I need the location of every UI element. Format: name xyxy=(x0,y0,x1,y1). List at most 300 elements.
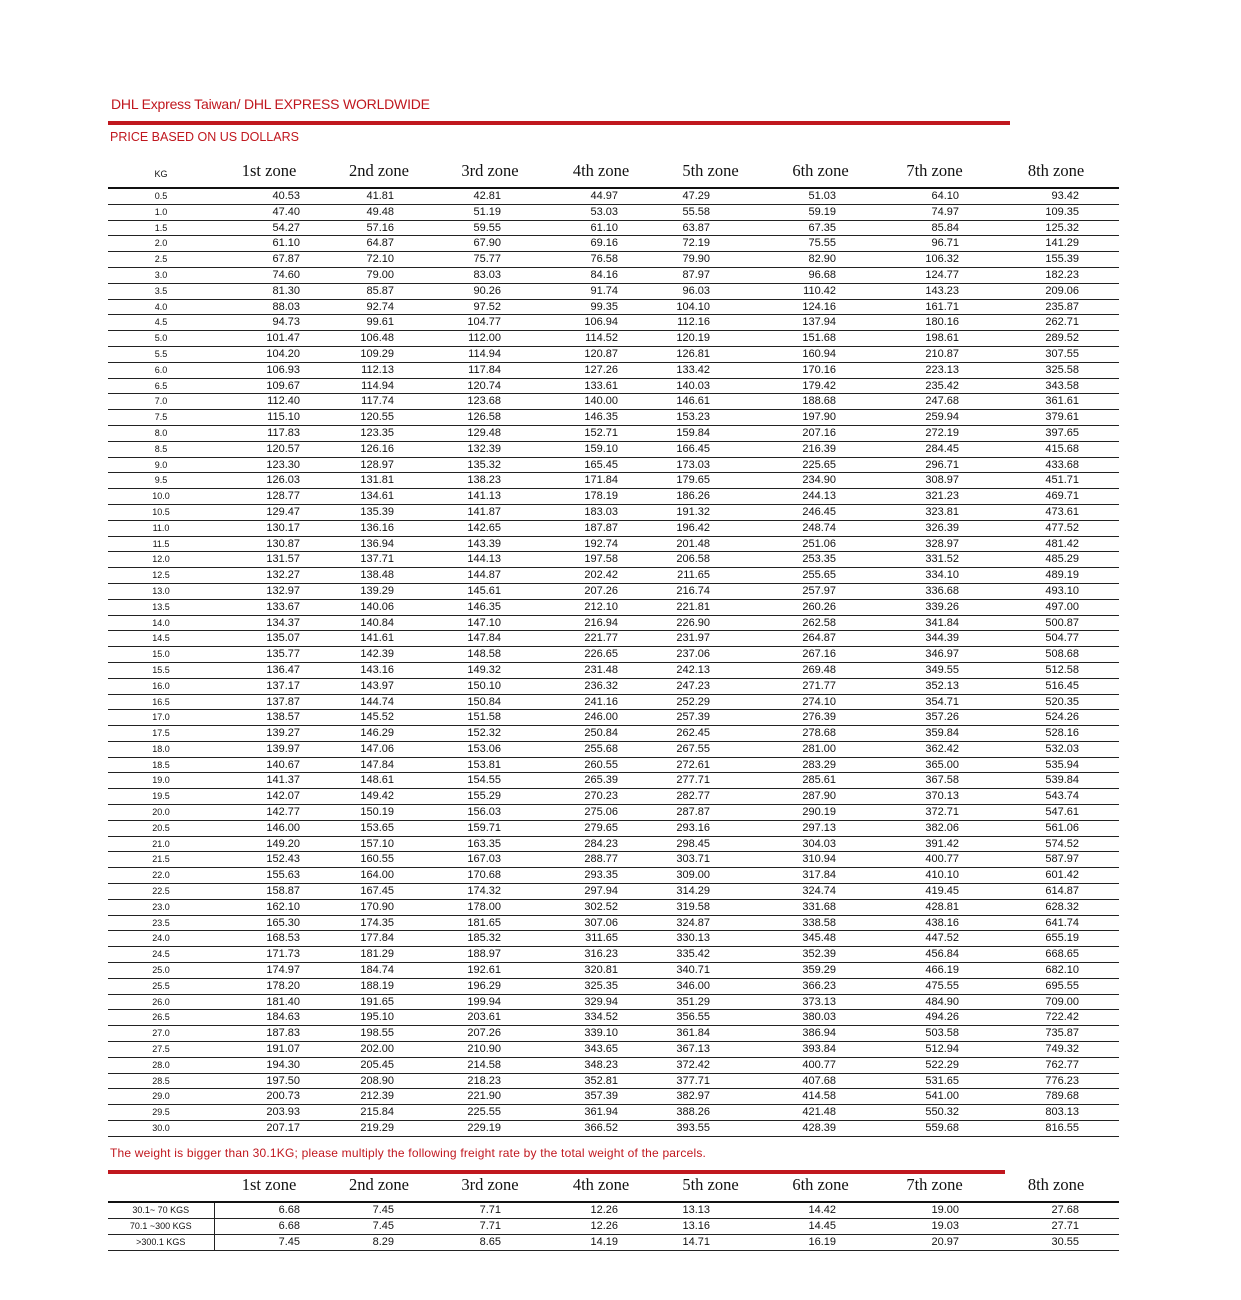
rate-cell: 153.06 xyxy=(434,741,546,757)
rate-cell: 144.13 xyxy=(434,552,546,568)
rate-cell: 104.20 xyxy=(214,346,324,362)
rate-cell: 334.10 xyxy=(876,568,993,584)
rate-cell: 346.00 xyxy=(656,978,765,994)
rate-cell: 207.26 xyxy=(434,1026,546,1042)
rate-cell: 79.00 xyxy=(324,267,434,283)
rate-cell: 206.58 xyxy=(656,552,765,568)
weight-cell: 26.5 xyxy=(108,1010,214,1026)
rate-cell: 146.00 xyxy=(214,820,324,836)
rate-cell: 319.58 xyxy=(656,899,765,915)
rate-cell: 433.68 xyxy=(993,457,1119,473)
rate-cell: 237.06 xyxy=(656,647,765,663)
rate-cell: 152.71 xyxy=(546,425,656,441)
rate-cell: 331.52 xyxy=(876,552,993,568)
rate-cell: 550.32 xyxy=(876,1105,993,1121)
rate-cell: 196.29 xyxy=(434,978,546,994)
rate-cell: 528.16 xyxy=(993,726,1119,742)
rate-cell: 49.48 xyxy=(324,204,434,220)
rate-cell: 149.32 xyxy=(434,662,546,678)
table-row xyxy=(108,615,1119,631)
rate-cell: 94.73 xyxy=(214,315,324,331)
rate-cell: 153.23 xyxy=(656,410,765,426)
rate-cell: 366.52 xyxy=(546,1121,656,1137)
weight-cell: 9.5 xyxy=(108,473,214,489)
table-row xyxy=(108,568,1119,584)
rate-cell: 133.67 xyxy=(214,599,324,615)
overweight-table-body xyxy=(108,1202,1119,1251)
rate-cell: 54.27 xyxy=(214,220,324,236)
rate-cell: 559.68 xyxy=(876,1121,993,1137)
rate-cell: 377.71 xyxy=(656,1073,765,1089)
weight-cell: 16.5 xyxy=(108,694,214,710)
rate-cell: 109.67 xyxy=(214,378,324,394)
rate-cell: 182.23 xyxy=(993,267,1119,283)
rate-cell: 106.93 xyxy=(214,362,324,378)
rate-cell: 126.81 xyxy=(656,346,765,362)
rate-cell: 497.00 xyxy=(993,599,1119,615)
overweight-table-header xyxy=(108,1175,1119,1202)
rate-cell: 267.16 xyxy=(765,647,876,663)
rate-cell: 64.10 xyxy=(876,188,993,204)
weight-cell: 26.0 xyxy=(108,994,214,1010)
rate-cell: 191.07 xyxy=(214,1042,324,1058)
rate-cell: 152.43 xyxy=(214,852,324,868)
rate-cell: 391.42 xyxy=(876,836,993,852)
rate-cell: 512.58 xyxy=(993,662,1119,678)
table-row xyxy=(108,410,1119,426)
rate-cell: 203.93 xyxy=(214,1105,324,1121)
rate-cell: 207.26 xyxy=(546,583,656,599)
rate-cell: 168.53 xyxy=(214,931,324,947)
table-row xyxy=(108,726,1119,742)
rate-cell: 231.97 xyxy=(656,631,765,647)
rate-cell: 177.84 xyxy=(324,931,434,947)
rate-cell: 174.97 xyxy=(214,963,324,979)
table-row xyxy=(108,820,1119,836)
rate-cell: 212.10 xyxy=(546,599,656,615)
rate-cell: 400.77 xyxy=(765,1057,876,1073)
rate-cell: 198.55 xyxy=(324,1026,434,1042)
weight-cell: 23.0 xyxy=(108,899,214,915)
rate-cell: 283.29 xyxy=(765,757,876,773)
weight-cell: 4.5 xyxy=(108,315,214,331)
rate-cell: 154.55 xyxy=(434,773,546,789)
weight-cell: 8.5 xyxy=(108,441,214,457)
weight-cell: 27.5 xyxy=(108,1042,214,1058)
rate-cell: 79.90 xyxy=(656,252,765,268)
rate-cell: 131.57 xyxy=(214,552,324,568)
rate-cell: 155.63 xyxy=(214,868,324,884)
weight-cell: 22.0 xyxy=(108,868,214,884)
rate-cell: 170.16 xyxy=(765,362,876,378)
rate-cell: 125.32 xyxy=(993,220,1119,236)
rate-cell: 135.32 xyxy=(434,457,546,473)
weight-cell: 8.0 xyxy=(108,425,214,441)
rate-cell: 88.03 xyxy=(214,299,324,315)
rate-cell: 7.45 xyxy=(324,1219,434,1235)
rate-cell: 338.58 xyxy=(765,915,876,931)
rate-cell: 695.55 xyxy=(993,978,1119,994)
rate-cell: 344.39 xyxy=(876,631,993,647)
rate-cell: 106.48 xyxy=(324,331,434,347)
rate-cell: 235.87 xyxy=(993,299,1119,315)
rate-cell: 229.19 xyxy=(434,1121,546,1137)
rate-cell: 13.16 xyxy=(656,1219,765,1235)
rate-cell: 147.06 xyxy=(324,741,434,757)
rate-cell: 504.77 xyxy=(993,631,1119,647)
rate-cell: 126.03 xyxy=(214,473,324,489)
rate-cell: 335.42 xyxy=(656,947,765,963)
rate-cell: 7.71 xyxy=(434,1219,546,1235)
zone-header-8: 8th zone xyxy=(993,1175,1119,1202)
rate-cell: 216.39 xyxy=(765,441,876,457)
document-title: DHL Express Taiwan/ DHL EXPRESS WORLDWIDE xyxy=(111,96,430,112)
rate-cell: 271.77 xyxy=(765,678,876,694)
rate-cell: 90.26 xyxy=(434,283,546,299)
rate-cell: 96.03 xyxy=(656,283,765,299)
rate-cell: 99.61 xyxy=(324,315,434,331)
rate-cell: 138.23 xyxy=(434,473,546,489)
rate-table-body xyxy=(108,188,1119,1136)
rate-cell: 61.10 xyxy=(546,220,656,236)
rate-cell: 329.94 xyxy=(546,994,656,1010)
rate-cell: 188.68 xyxy=(765,394,876,410)
rate-cell: 137.94 xyxy=(765,315,876,331)
table-row xyxy=(108,1202,1119,1219)
rate-cell: 195.10 xyxy=(324,1010,434,1026)
rate-cell: 153.81 xyxy=(434,757,546,773)
weight-cell: 10.0 xyxy=(108,489,214,505)
rate-cell: 380.03 xyxy=(765,1010,876,1026)
rate-cell: 264.87 xyxy=(765,631,876,647)
rate-cell: 260.26 xyxy=(765,599,876,615)
rate-cell: 628.32 xyxy=(993,899,1119,915)
rate-cell: 59.19 xyxy=(765,204,876,220)
title-rule xyxy=(108,121,1010,125)
rate-cell: 339.10 xyxy=(546,1026,656,1042)
rate-cell: 356.55 xyxy=(656,1010,765,1026)
rate-cell: 310.94 xyxy=(765,852,876,868)
rate-cell: 141.13 xyxy=(434,489,546,505)
rate-cell: 277.71 xyxy=(656,773,765,789)
rate-cell: 75.55 xyxy=(765,236,876,252)
zone-header-4: 4th zone xyxy=(546,150,656,188)
rate-cell: 153.65 xyxy=(324,820,434,836)
weight-cell: 9.0 xyxy=(108,457,214,473)
rate-cell: 348.23 xyxy=(546,1057,656,1073)
rate-cell: 359.29 xyxy=(765,963,876,979)
weight-cell: 14.0 xyxy=(108,615,214,631)
rate-cell: 75.77 xyxy=(434,252,546,268)
table-row xyxy=(108,1057,1119,1073)
table-row xyxy=(108,457,1119,473)
weight-cell: 2.5 xyxy=(108,252,214,268)
table-row xyxy=(108,331,1119,347)
rate-cell: 212.39 xyxy=(324,1089,434,1105)
rate-cell: 349.55 xyxy=(876,662,993,678)
rate-cell: 181.40 xyxy=(214,994,324,1010)
weight-cell: 13.5 xyxy=(108,599,214,615)
rate-cell: 146.35 xyxy=(434,599,546,615)
table-row xyxy=(108,236,1119,252)
rate-cell: 199.94 xyxy=(434,994,546,1010)
rate-cell: 524.26 xyxy=(993,710,1119,726)
rate-cell: 85.87 xyxy=(324,283,434,299)
rate-cell: 120.55 xyxy=(324,410,434,426)
table-row xyxy=(108,1042,1119,1058)
rate-cell: 187.87 xyxy=(546,520,656,536)
zone-header-4: 4th zone xyxy=(546,1175,656,1202)
rate-cell: 532.03 xyxy=(993,741,1119,757)
rate-cell: 41.81 xyxy=(324,188,434,204)
rate-cell: 59.55 xyxy=(434,220,546,236)
rate-cell: 321.23 xyxy=(876,489,993,505)
rate-cell: 414.58 xyxy=(765,1089,876,1105)
rate-cell: 137.71 xyxy=(324,552,434,568)
rate-cell: 323.81 xyxy=(876,504,993,520)
rate-cell: 297.13 xyxy=(765,820,876,836)
rate-cell: 393.55 xyxy=(656,1121,765,1137)
rate-cell: 142.07 xyxy=(214,789,324,805)
rate-cell: 438.16 xyxy=(876,915,993,931)
rate-cell: 147.84 xyxy=(324,757,434,773)
rate-cell: 561.06 xyxy=(993,820,1119,836)
rate-cell: 325.58 xyxy=(993,362,1119,378)
rate-cell: 354.71 xyxy=(876,694,993,710)
rate-cell: 543.74 xyxy=(993,789,1119,805)
weight-cell: 29.0 xyxy=(108,1089,214,1105)
rate-cell: 174.35 xyxy=(324,915,434,931)
rate-cell: 203.61 xyxy=(434,1010,546,1026)
rate-cell: 149.42 xyxy=(324,789,434,805)
rate-cell: 225.55 xyxy=(434,1105,546,1121)
rate-cell: 7.45 xyxy=(214,1235,324,1251)
table-row xyxy=(108,678,1119,694)
rate-cell: 259.94 xyxy=(876,410,993,426)
rate-cell: 197.50 xyxy=(214,1073,324,1089)
rate-cell: 184.63 xyxy=(214,1010,324,1026)
table-row xyxy=(108,1026,1119,1042)
table-row xyxy=(108,283,1119,299)
rate-cell: 331.68 xyxy=(765,899,876,915)
rate-cell: 641.74 xyxy=(993,915,1119,931)
rate-cell: 541.00 xyxy=(876,1089,993,1105)
rate-cell: 151.58 xyxy=(434,710,546,726)
rate-cell: 216.94 xyxy=(546,615,656,631)
rate-cell: 129.47 xyxy=(214,504,324,520)
rate-cell: 183.03 xyxy=(546,504,656,520)
table-row xyxy=(108,647,1119,663)
rate-cell: 109.35 xyxy=(993,204,1119,220)
weight-cell: 6.0 xyxy=(108,362,214,378)
zone-header-7: 7th zone xyxy=(876,1175,993,1202)
rate-cell: 92.74 xyxy=(324,299,434,315)
weight-cell: 5.5 xyxy=(108,346,214,362)
rate-cell: 138.48 xyxy=(324,568,434,584)
rate-cell: 146.29 xyxy=(324,726,434,742)
rate-cell: 282.77 xyxy=(656,789,765,805)
weight-cell: 12.5 xyxy=(108,568,214,584)
rate-cell: 225.65 xyxy=(765,457,876,473)
weight-cell: 2.0 xyxy=(108,236,214,252)
rate-cell: 57.16 xyxy=(324,220,434,236)
rate-cell: 72.10 xyxy=(324,252,434,268)
rate-cell: 346.97 xyxy=(876,647,993,663)
rate-cell: 184.74 xyxy=(324,963,434,979)
rate-cell: 133.42 xyxy=(656,362,765,378)
rate-cell: 200.73 xyxy=(214,1089,324,1105)
rate-cell: 231.48 xyxy=(546,662,656,678)
rate-cell: 221.90 xyxy=(434,1089,546,1105)
rate-cell: 484.90 xyxy=(876,994,993,1010)
rate-cell: 547.61 xyxy=(993,805,1119,821)
rate-cell: 246.00 xyxy=(546,710,656,726)
rate-cell: 316.23 xyxy=(546,947,656,963)
rate-cell: 215.84 xyxy=(324,1105,434,1121)
rate-cell: 352.81 xyxy=(546,1073,656,1089)
rate-cell: 370.13 xyxy=(876,789,993,805)
table-row xyxy=(108,915,1119,931)
rate-cell: 287.90 xyxy=(765,789,876,805)
rate-cell: 722.42 xyxy=(993,1010,1119,1026)
zone-header-6: 6th zone xyxy=(765,1175,876,1202)
table-row xyxy=(108,520,1119,536)
weight-cell: 29.5 xyxy=(108,1105,214,1121)
rate-cell: 112.13 xyxy=(324,362,434,378)
rate-cell: 246.45 xyxy=(765,504,876,520)
table-row xyxy=(108,978,1119,994)
rate-cell: 270.23 xyxy=(546,789,656,805)
rate-cell: 142.77 xyxy=(214,805,324,821)
rate-cell: 144.87 xyxy=(434,568,546,584)
weight-cell: 30.0 xyxy=(108,1121,214,1137)
weight-cell: 22.5 xyxy=(108,884,214,900)
rate-cell: 281.00 xyxy=(765,741,876,757)
rate-cell: 178.19 xyxy=(546,489,656,505)
table-row xyxy=(108,694,1119,710)
weight-cell: 30.1~ 70 KGS xyxy=(108,1202,214,1219)
weight-cell: 3.5 xyxy=(108,283,214,299)
rate-cell: 251.06 xyxy=(765,536,876,552)
rate-cell: 141.87 xyxy=(434,504,546,520)
rate-cell: 252.29 xyxy=(656,694,765,710)
rate-cell: 47.40 xyxy=(214,204,324,220)
rate-cell: 393.84 xyxy=(765,1042,876,1058)
zone-header-3: 3rd zone xyxy=(434,150,546,188)
rate-cell: 749.32 xyxy=(993,1042,1119,1058)
rate-cell: 221.77 xyxy=(546,631,656,647)
rate-cell: 166.45 xyxy=(656,441,765,457)
rate-cell: 314.29 xyxy=(656,884,765,900)
rate-cell: 64.87 xyxy=(324,236,434,252)
rate-cell: 419.45 xyxy=(876,884,993,900)
rate-cell: 158.87 xyxy=(214,884,324,900)
rate-cell: 133.61 xyxy=(546,378,656,394)
rate-cell: 72.19 xyxy=(656,236,765,252)
rate-cell: 139.27 xyxy=(214,726,324,742)
rate-cell: 135.77 xyxy=(214,647,324,663)
rate-cell: 210.87 xyxy=(876,346,993,362)
rate-cell: 82.90 xyxy=(765,252,876,268)
rate-cell: 143.97 xyxy=(324,678,434,694)
rate-cell: 138.57 xyxy=(214,710,324,726)
rate-cell: 160.55 xyxy=(324,852,434,868)
zone-header-2: 2nd zone xyxy=(324,1175,434,1202)
table-row xyxy=(108,378,1119,394)
rate-cell: 96.68 xyxy=(765,267,876,283)
rate-cell: 7.45 xyxy=(324,1202,434,1219)
rate-cell: 309.00 xyxy=(656,868,765,884)
rate-cell: 91.74 xyxy=(546,283,656,299)
table-row xyxy=(108,1235,1119,1251)
table-row xyxy=(108,836,1119,852)
table-row xyxy=(108,963,1119,979)
rate-cell: 69.16 xyxy=(546,236,656,252)
rate-cell: 290.19 xyxy=(765,805,876,821)
rate-cell: 142.65 xyxy=(434,520,546,536)
table-row xyxy=(108,362,1119,378)
rate-cell: 223.13 xyxy=(876,362,993,378)
rate-cell: 6.68 xyxy=(214,1219,324,1235)
rate-cell: 352.39 xyxy=(765,947,876,963)
weight-cell: >300.1 KGS xyxy=(108,1235,214,1251)
rate-cell: 12.26 xyxy=(546,1219,656,1235)
rate-cell: 110.42 xyxy=(765,283,876,299)
rate-cell: 776.23 xyxy=(993,1073,1119,1089)
zone-header-1: 1st zone xyxy=(214,1175,324,1202)
weight-cell: 20.0 xyxy=(108,805,214,821)
table-row xyxy=(108,662,1119,678)
rate-cell: 221.81 xyxy=(656,599,765,615)
rate-cell: 191.32 xyxy=(656,504,765,520)
rate-cell: 83.03 xyxy=(434,267,546,283)
overweight-rate-table xyxy=(108,1175,1119,1251)
rate-cell: 159.10 xyxy=(546,441,656,457)
rate-cell: 473.61 xyxy=(993,504,1119,520)
rate-cell: 163.35 xyxy=(434,836,546,852)
rate-cell: 104.77 xyxy=(434,315,546,331)
rate-cell: 265.39 xyxy=(546,773,656,789)
note-rule xyxy=(108,1170,1005,1174)
rate-cell: 124.77 xyxy=(876,267,993,283)
rate-cell: 126.58 xyxy=(434,410,546,426)
rate-cell: 477.52 xyxy=(993,520,1119,536)
rate-cell: 343.58 xyxy=(993,378,1119,394)
zone-header-3: 3rd zone xyxy=(434,1175,546,1202)
rate-cell: 535.94 xyxy=(993,757,1119,773)
table-row xyxy=(108,1219,1119,1235)
rate-cell: 367.13 xyxy=(656,1042,765,1058)
rate-cell: 469.71 xyxy=(993,489,1119,505)
rate-cell: 339.26 xyxy=(876,599,993,615)
rate-cell: 135.07 xyxy=(214,631,324,647)
rate-cell: 388.26 xyxy=(656,1105,765,1121)
rate-cell: 304.03 xyxy=(765,836,876,852)
rate-cell: 194.30 xyxy=(214,1057,324,1073)
rate-cell: 341.84 xyxy=(876,615,993,631)
rate-cell: 112.40 xyxy=(214,394,324,410)
table-row xyxy=(108,789,1119,805)
rate-cell: 81.30 xyxy=(214,283,324,299)
rate-cell: 255.65 xyxy=(765,568,876,584)
rate-cell: 351.29 xyxy=(656,994,765,1010)
rate-cell: 274.10 xyxy=(765,694,876,710)
rate-cell: 148.61 xyxy=(324,773,434,789)
rate-cell: 493.10 xyxy=(993,583,1119,599)
rate-cell: 14.19 xyxy=(546,1235,656,1251)
rate-cell: 170.90 xyxy=(324,899,434,915)
rate-cell: 372.71 xyxy=(876,805,993,821)
